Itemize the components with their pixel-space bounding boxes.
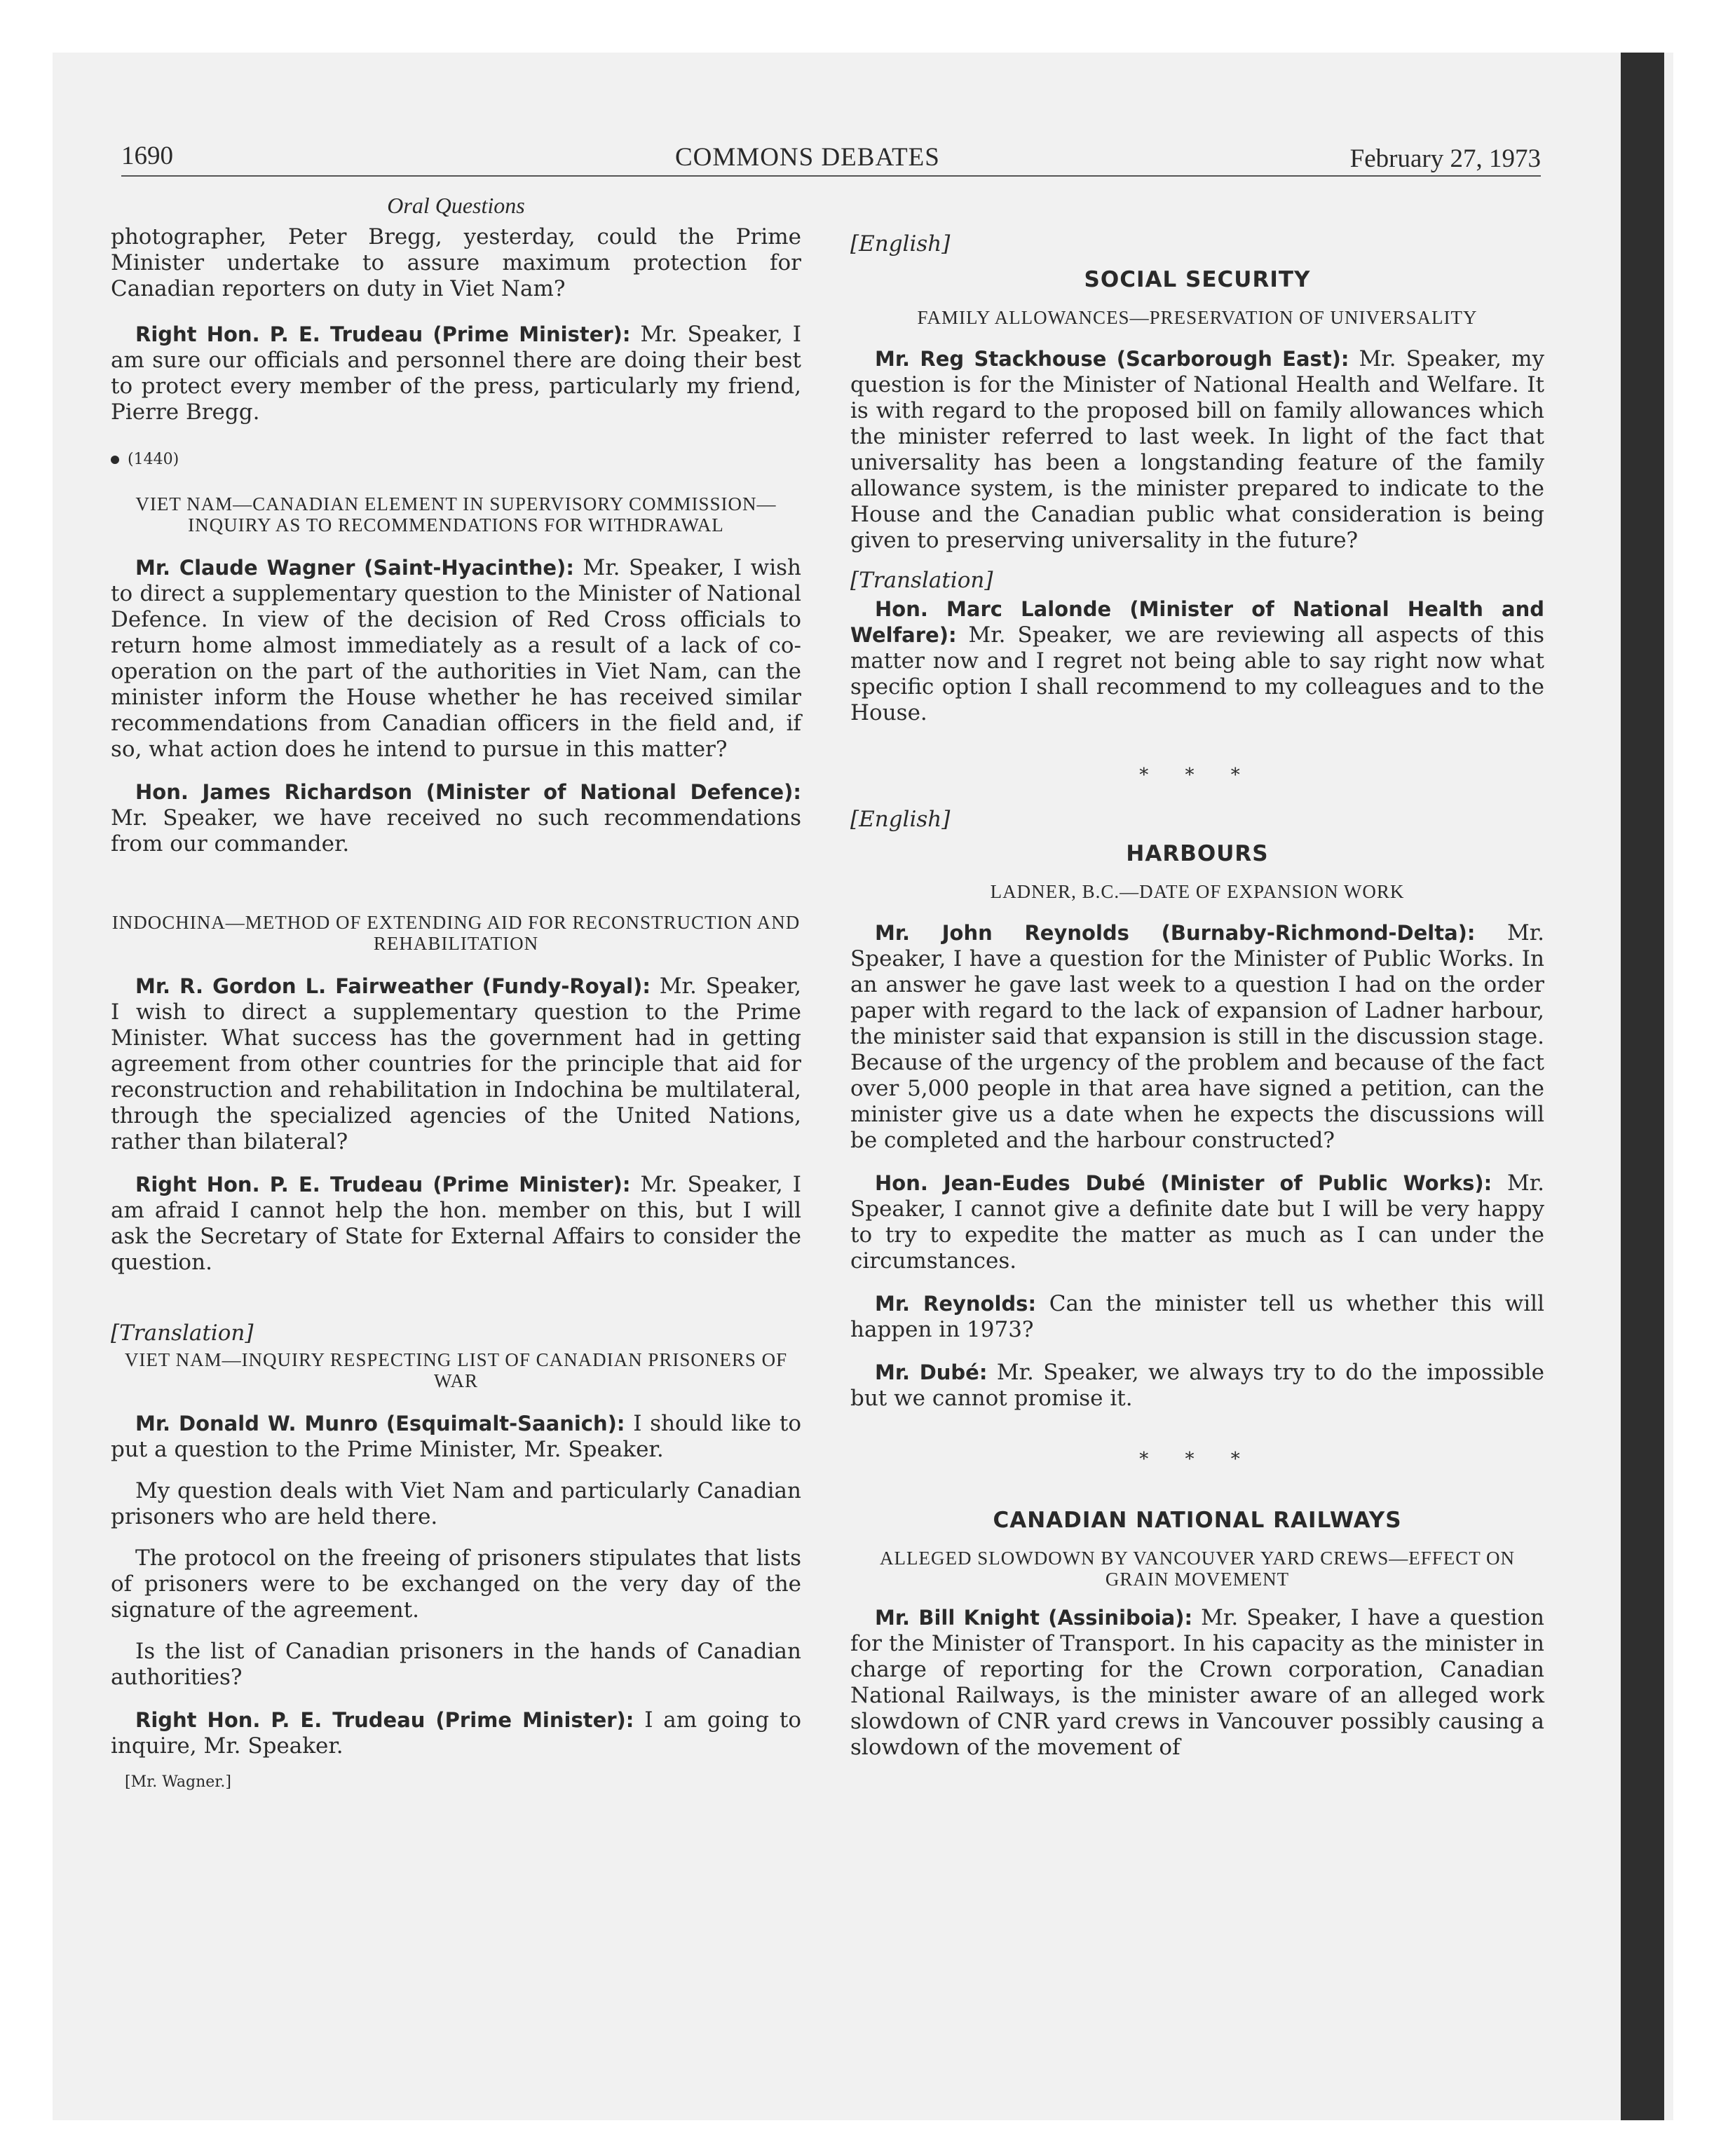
speech-text: Mr. Speaker, I am sure our officials and personnel there are doing their best to protect every member of the press, particularly my friend, Pierre Bregg. bbox=[111, 322, 801, 425]
language-note: [Translation] bbox=[111, 1321, 254, 1346]
speaker-name: Right Hon. P. E. Trudeau (Prime Minister): bbox=[135, 1708, 634, 1732]
subheading-vancouver-yard: ALLEGED SLOWDOWN BY VANCOUVER YARD CREWS—EFFECT ON GRAIN MOVEMENT bbox=[879, 1548, 1516, 1590]
language-note: [English] bbox=[850, 807, 951, 832]
speech-text: Mr. Speaker, my question is for the Minister of National Health and Welfare. It is with regard to the proposed bill on family allowances which the minister referred to last week. In light of the fact that universality has been a longstanding feature of the family allowance system, is the minister prepared to indicate to the House and the Canadian public what consideration is being given to preserving universality in the future? bbox=[850, 346, 1544, 553]
speaker-name: Right Hon. P. E. Trudeau (Prime Minister): bbox=[135, 1173, 631, 1196]
speech-text: Mr. Speaker, I cannot give a definite date but I will be very happy to try to expedite the matter as much as I can under the circumstances. bbox=[850, 1171, 1544, 1274]
scan-edge-bar bbox=[1621, 53, 1664, 2120]
speech-reynolds bbox=[850, 920, 1544, 1154]
speaker-name: Mr. Bill Knight (Assiniboia): bbox=[875, 1606, 1193, 1630]
left-column bbox=[111, 193, 801, 1795]
speech-richardson bbox=[111, 779, 801, 857]
speaker-name: Mr. Reg Stackhouse (Scarborough East): bbox=[875, 347, 1349, 371]
page-number: 1690 bbox=[121, 142, 173, 170]
speech-trudeau-1 bbox=[111, 322, 801, 425]
speaker-name: Mr. Claude Wagner (Saint-Hyacinthe): bbox=[135, 556, 574, 580]
subheading-prisoners: VIET NAM—INQUIRY RESPECTING LIST OF CANADIAN PRISONERS OF WAR bbox=[124, 1349, 788, 1391]
subheading-indochina: INDOCHINA—METHOD OF EXTENDING AID FOR RECONSTRUCTION AND REHABILITATION bbox=[111, 912, 801, 954]
publication-title: COMMONS DEBATES bbox=[675, 143, 940, 172]
time-marker bbox=[111, 446, 801, 472]
paragraph-munro-4: Is the list of Canadian prisoners in the hands of Canadian authorities? bbox=[111, 1639, 801, 1690]
speaker-name: Hon. Jean-Eudes Dubé (Minister of Public Works): bbox=[875, 1171, 1492, 1195]
subheading-ladner: LADNER, B.C.—DATE OF EXPANSION WORK bbox=[990, 881, 1405, 902]
speech-text: Mr. Speaker, we always try to do the impossible but we cannot promise it. bbox=[850, 1360, 1544, 1411]
speech-reynolds-2 bbox=[850, 1291, 1544, 1343]
speech-text: Can the minister tell us whether this will happen in 1973? bbox=[850, 1291, 1544, 1342]
speech-dube bbox=[850, 1171, 1544, 1274]
subheading-viet-nam-supervisory: VIET NAM—CANADIAN ELEMENT IN SUPERVISORY COMMISSION—INQUIRY AS TO RECOMMENDATIONS FOR WITHDRAWAL bbox=[135, 493, 777, 535]
speaker-name: Right Hon. P. E. Trudeau (Prime Minister): bbox=[135, 322, 631, 346]
speaker-name: Hon. James Richardson (Minister of National Defence): bbox=[135, 780, 801, 804]
speech-text: I am going to inquire, Mr. Speaker. bbox=[111, 1707, 801, 1759]
speech-text: Mr. Speaker, we have received no such recommendations from our commander. bbox=[111, 805, 801, 857]
bullet-icon bbox=[111, 456, 119, 464]
time-marker-text: (1440) bbox=[128, 451, 179, 468]
speech-wagner bbox=[111, 555, 801, 763]
speaker-name: Mr. R. Gordon L. Fairweather (Fundy-Royal): bbox=[135, 974, 651, 998]
speech-text: Mr. Speaker, I have a question for the Minister of Public Works. In an answer he gave last week to a question I had on the order paper with regard to the lack of expansion of Ladner harbour, the minister said that expansion is still in the discussion stage. Because of the urgency of the problem and because of the fact over 5,000 people in that area have signed a petition, can the minister give us a date when he expects the discussions will be completed and the harbour constructed? bbox=[850, 920, 1545, 1153]
speaker-name: Mr. Reynolds: bbox=[875, 1292, 1037, 1316]
speaker-name: Mr. Donald W. Munro (Esquimalt-Saanich): bbox=[135, 1412, 625, 1435]
speech-knight bbox=[850, 1605, 1544, 1761]
section-separator: * * * bbox=[1139, 1449, 1256, 1470]
page-header bbox=[121, 140, 1541, 177]
speech-text: Mr. Speaker, I am afraid I cannot help the hon. member on this, but I will ask the Secretary of State for External Affairs to consider the question. bbox=[111, 1172, 801, 1275]
speech-lalonde bbox=[850, 596, 1544, 726]
right-column bbox=[850, 231, 1544, 1761]
speaker-name: Mr. John Reynolds (Burnaby-Richmond-Delta): bbox=[875, 921, 1476, 945]
speaker-name: Hon. Marc Lalonde (Minister of National Health and Welfare): bbox=[850, 597, 1544, 647]
heading-harbours: HARBOURS bbox=[1126, 841, 1269, 866]
language-note: [English] bbox=[850, 231, 951, 257]
paragraph-intro: photographer, Peter Bregg, yesterday, could the Prime Minister undertake to assure maximum protection for Canadian reporters on duty in Viet Nam? bbox=[111, 224, 801, 301]
speaker-name: Mr. Dubé: bbox=[875, 1360, 988, 1384]
speech-text: I should like to put a question to the Prime Minister, Mr. Speaker. bbox=[111, 1411, 801, 1462]
speech-text: Mr. Speaker, I wish to direct a supplementary question to the Minister of National Defence. In view of the decision of Red Cross officials to return home almost immediately as a result of a lack of co-operation on the part of the authorities in Viet Nam, can the minister inform the House whether he has received similar recommendations from Canadian officers in the field and, if so, what action does he intend to pursue in this matter? bbox=[111, 555, 801, 762]
speech-trudeau-2 bbox=[111, 1172, 801, 1276]
speech-munro bbox=[111, 1411, 801, 1463]
heading-social-security: SOCIAL SECURITY bbox=[1084, 267, 1311, 292]
footnote: [Mr. Wagner.] bbox=[125, 1773, 231, 1791]
heading-canadian-national-railways: CANADIAN NATIONAL RAILWAYS bbox=[993, 1508, 1402, 1533]
speech-fairweather bbox=[111, 974, 801, 1155]
speech-text: Mr. Speaker, I wish to direct a supplementary question to the Prime Minister. What success has the government had in getting agreement from other countries for the principle that aid for reconstruction and rehabilitation in Indochina be multilateral, through the specialized agencies of the United Nations, rather than bilateral? bbox=[111, 974, 801, 1154]
section-separator: * * * bbox=[1139, 765, 1256, 786]
speech-trudeau-3 bbox=[111, 1707, 801, 1759]
speech-dube-2 bbox=[850, 1360, 1544, 1412]
subheading-family-allowances: FAMILY ALLOWANCES—PRESERVATION OF UNIVERSALITY bbox=[917, 307, 1478, 328]
language-note: [Translation] bbox=[850, 568, 993, 593]
page-date: February 27, 1973 bbox=[1349, 144, 1541, 173]
speech-text: Mr. Speaker, I have a question for the Minister of Transport. In his capacity as the minister in charge of reporting for the Crown corporation, Canadian National Railways, is the minister aware of an alleged work slowdown of CNR yard crews in Vancouver possibly causing a slowdown of the movement of bbox=[850, 1605, 1545, 1760]
paragraph-munro-2: My question deals with Viet Nam and particularly Canadian prisoners who are held there. bbox=[111, 1478, 801, 1529]
speech-text: Mr. Speaker, we are reviewing all aspects of this matter now and I regret not being able to say right now what specific option I shall recommend to my colleagues and to the House. bbox=[850, 622, 1545, 725]
paragraph-munro-3: The protocol on the freeing of prisoners stipulates that lists of prisoners were to be exchanged on the very day of the signature of the agreement. bbox=[111, 1546, 801, 1623]
speech-stackhouse bbox=[850, 346, 1544, 554]
running-head: Oral Questions bbox=[387, 193, 525, 218]
